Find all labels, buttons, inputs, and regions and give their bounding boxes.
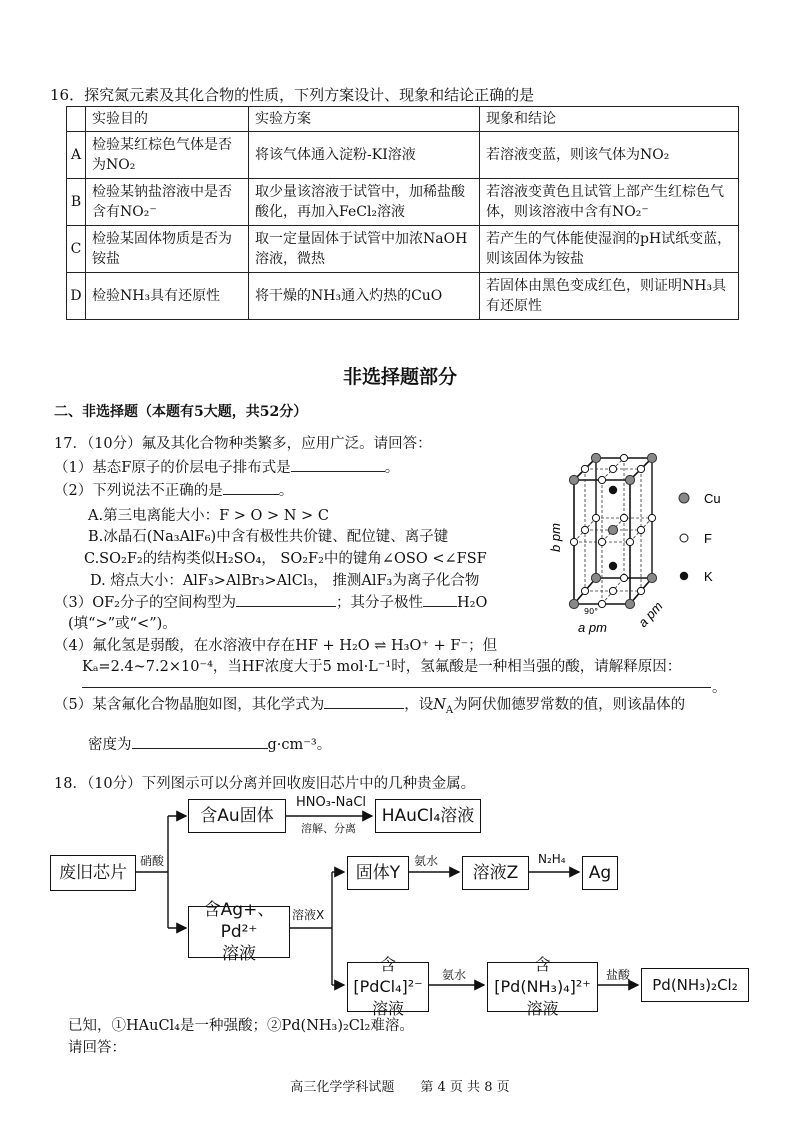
q17-option-d: D. 熔点大小：AlF₃>AlBr₃>AlCl₃， 推测AlF₃为离子化合物 <box>90 573 480 589</box>
row-goal: 检验某红棕色气体是否为NO₂ <box>86 132 249 179</box>
row-key: A <box>67 132 86 179</box>
label-nitric-acid: 硝酸 <box>140 854 165 868</box>
box-waste-chip: 废旧芯片 <box>50 855 136 891</box>
q17-stem: 17．（10分）氟及其化合物种类繁多，应用广泛。请回答： <box>54 436 432 452</box>
q17-option-c: C.SO₂F₂的结构类似H₂SO₄， SO₂F₂中的键角∠OSO <∠FSF <box>84 551 487 567</box>
angle-label: 90° <box>584 607 599 616</box>
table-row <box>67 179 739 226</box>
row-key: C <box>67 226 86 273</box>
header-result: 现象和结论 <box>480 107 739 132</box>
box-ag: Ag <box>582 856 618 890</box>
row-key: B <box>67 179 86 226</box>
q18-ask: 请回答： <box>68 1040 126 1056</box>
q17-part3: （3）OF₂分子的空间构型为 ；其分子极性 H₂O <box>54 591 487 612</box>
a-axis-label: a pm <box>578 620 607 635</box>
box-au-solid: 含Au固体 <box>188 799 286 833</box>
q16-table <box>66 106 739 320</box>
page-footer: 高三化学学科试题 第 4 页 共 8 页 <box>290 1080 510 1095</box>
row-plan: 取少量该溶液于试管中，加稀盐酸酸化，再加入FeCl₂溶液 <box>249 179 480 226</box>
table-row <box>67 273 739 320</box>
row-result: 若固体由黑色变成红色，则证明NH₃具有还原性 <box>480 273 739 320</box>
box-solid-y: 固体Y <box>347 856 409 890</box>
cu-legend-label: Cu <box>704 491 721 506</box>
row-goal: 检验NH₃具有还原性 <box>86 273 249 320</box>
label-n2h4: N₂H₄ <box>538 852 566 866</box>
section-subtitle: 二、非选择题（本题有5大题，共52分） <box>54 404 308 420</box>
q16-stem: 16．探究氮元素及其化合物的性质，下列方案设计、现象和结论正确的是 <box>50 86 535 104</box>
row-goal: 检验某钠盐溶液中是否含有NO₂⁻ <box>86 179 249 226</box>
crystal-cell-figure <box>548 432 748 642</box>
answer-blank[interactable] <box>423 592 457 607</box>
row-plan: 将该气体通入淀粉-KI溶液 <box>249 132 480 179</box>
q17-part5: （5）某含氟化合物晶胞如图，其化学式为 ，设$N_A$为阿伏伽德罗常数的值，则该晶体的 <box>54 693 685 716</box>
q17-part4-b: Kₐ=2.4~7.2×10⁻⁴，当HF浓度大于5 mol·L⁻¹时，氢氟酸是一种相当强的酸，请解释原因： <box>82 659 682 675</box>
a2-axis-label: a pm <box>635 598 666 631</box>
q18-stem: 18．（10分）下列图示可以分离并回收废旧芯片中的几种贵金属。 <box>54 776 476 792</box>
k-legend-label: K <box>704 569 713 584</box>
q18-known: 已知，①HAuCl₄是一种强酸；②Pd(NH₃)₂Cl₂难溶。 <box>68 1018 414 1034</box>
row-result: 若溶液变蓝，则该气体为NO₂ <box>480 132 739 179</box>
section-title: 非选择题部分 <box>342 366 457 388</box>
q17-density: 密度为 g·cm⁻³。 <box>88 733 331 754</box>
label-hno3-nacl: HNO₃-NaCl <box>296 795 367 810</box>
row-plan: 将干燥的NH₃通入灼热的CuO <box>249 273 480 320</box>
q17-option-b: B.冰晶石(Na₃AlF₆)中含有极性共价键、配位键、离子键 <box>88 529 449 545</box>
box-pd-nh3-4: 含[Pd(NH₃)₄]²⁺ 溶液 <box>487 962 598 1012</box>
label-ammonia-2: 氨水 <box>442 968 467 982</box>
answer-blank[interactable] <box>132 734 268 749</box>
q17-part3-hint: (填“>”或“<”)。 <box>68 616 177 632</box>
f-legend-icon <box>680 534 688 542</box>
box-product: Pd(NH₃)₂Cl₂ <box>641 968 749 1002</box>
row-result: 若产生的气体能使湿润的pH试纸变蓝，则该固体为铵盐 <box>480 226 739 273</box>
label-solution-x: 溶液X <box>292 908 325 922</box>
row-goal: 检验某固体物质是否为铵盐 <box>86 226 249 273</box>
f-legend-label: F <box>704 531 712 546</box>
label-hcl: 盐酸 <box>606 968 631 982</box>
answer-blank[interactable] <box>324 694 404 709</box>
header-goal: 实验目的 <box>86 107 249 132</box>
answer-blank[interactable] <box>223 480 279 495</box>
q17-part1: （1）基态F原子的价层电子排布式是 。 <box>54 456 399 477</box>
label-ammonia-1: 氨水 <box>414 854 439 868</box>
label-dissolve: 溶解、分离 <box>301 822 356 835</box>
box-haucl4: HAuCl₄溶液 <box>375 799 481 833</box>
row-plan: 取一定量固体于试管中加浓NaOH溶液，微热 <box>249 226 480 273</box>
box-pdcl4: 含[PdCl₄]²⁻ 溶液 <box>347 962 429 1012</box>
period: 。 <box>712 680 727 696</box>
table-row <box>67 226 739 273</box>
answer-blank[interactable] <box>291 457 385 472</box>
box-ag-pd-solution: 含Ag+、Pd²⁺ 溶液 <box>188 906 290 958</box>
answer-blank[interactable] <box>236 592 336 607</box>
q17-part4-a: （4）氟化氢是弱酸，在水溶液中存在HF + H₂O ⇌ H₃O⁺ + F⁻；但 <box>54 638 498 654</box>
cu-legend-icon <box>679 493 689 503</box>
table-row <box>67 132 739 179</box>
k-legend-icon <box>680 572 688 580</box>
b-axis-label: b pm <box>548 523 563 552</box>
q17-part2: （2）下列说法不正确的是 。 <box>54 479 293 500</box>
q17-option-a: A.第三电离能大小：F > O > N > C <box>88 508 329 524</box>
answer-line[interactable] <box>82 687 711 688</box>
header-plan: 实验方案 <box>249 107 480 132</box>
row-result: 若溶液变黄色且试管上部产生红棕色气体，则该溶液中含有NO₂⁻ <box>480 179 739 226</box>
box-solution-z: 溶液Z <box>462 856 529 890</box>
table-header-row <box>67 107 739 132</box>
row-key: D <box>67 273 86 320</box>
